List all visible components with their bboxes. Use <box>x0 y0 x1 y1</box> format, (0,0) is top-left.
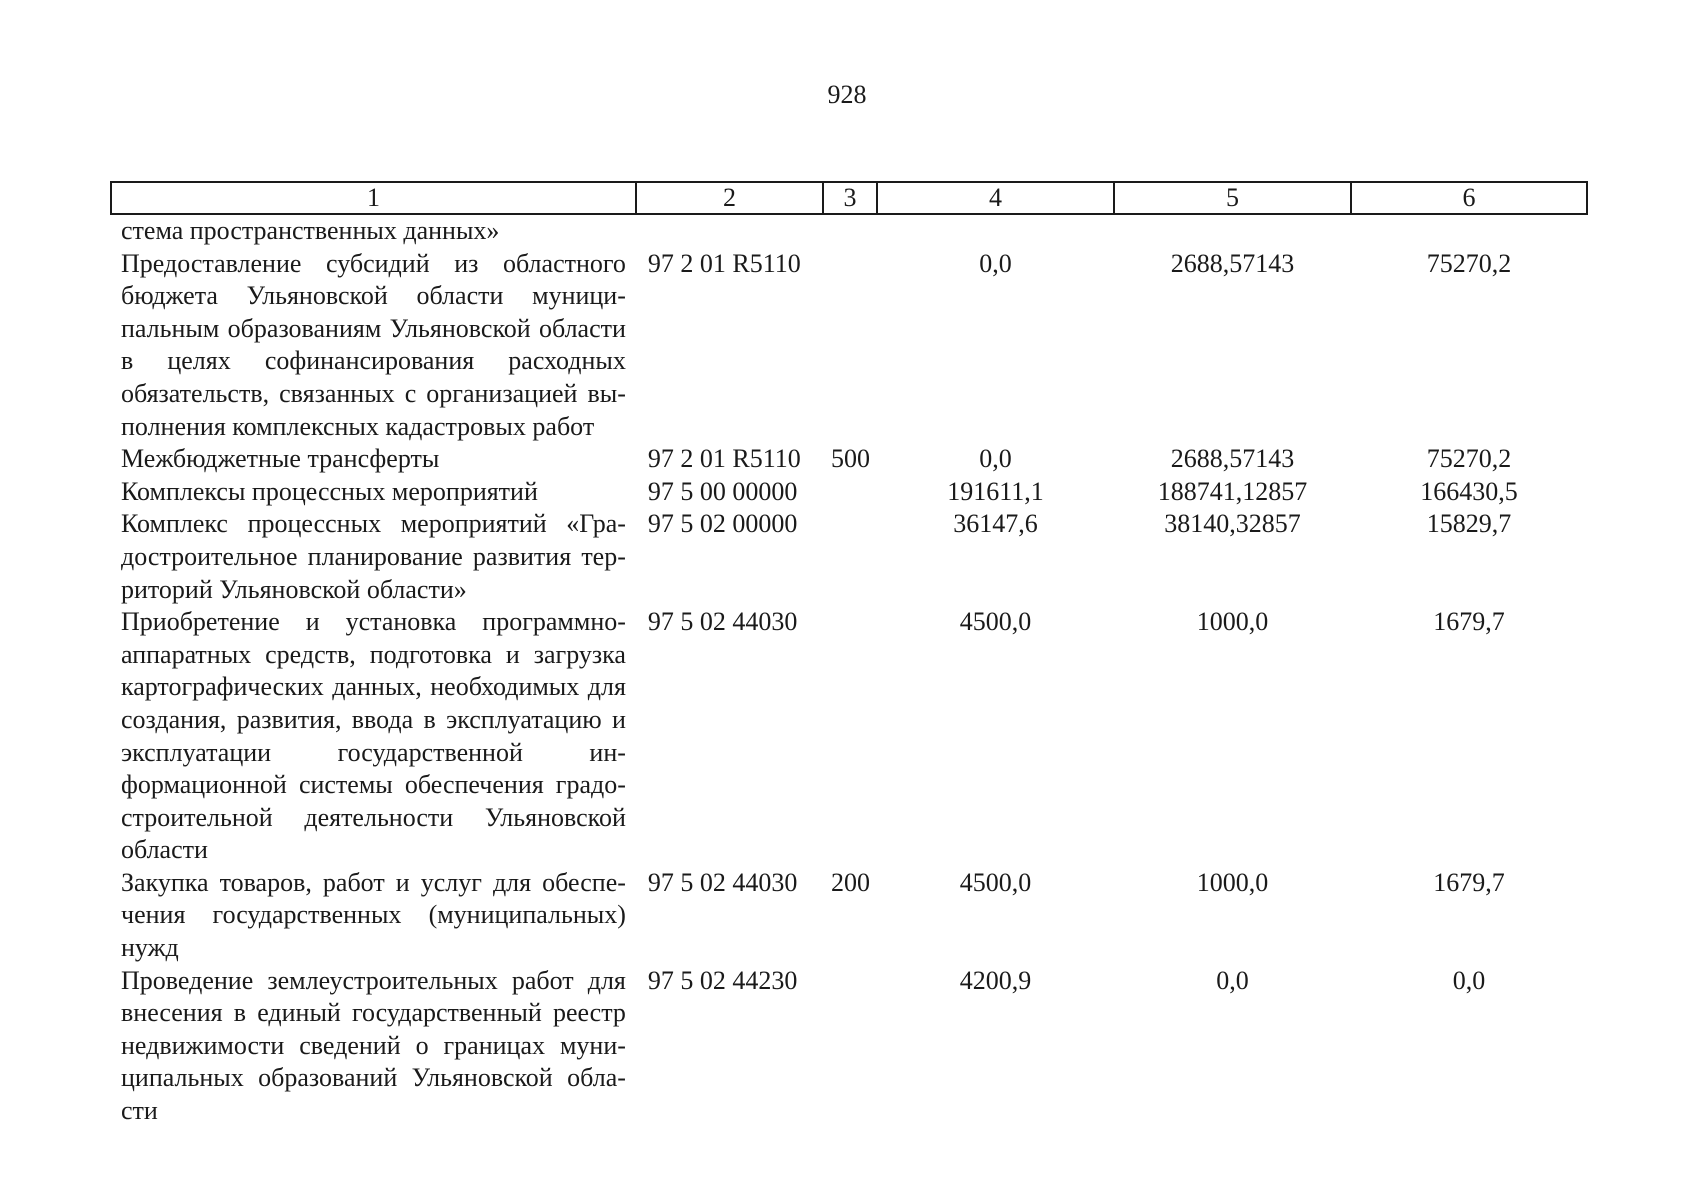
column-header-6: 6 <box>1351 182 1587 214</box>
row-subcode <box>823 965 877 1128</box>
table-header-row <box>111 182 1587 214</box>
table-row <box>111 214 1587 248</box>
row-value-4 <box>877 214 1114 248</box>
row-code: 97 2 01 R5110 <box>647 248 801 278</box>
row-code: 97 5 02 00000 <box>647 509 798 539</box>
row-value-4: 0,0 <box>979 248 1012 278</box>
row-value-4: 0,0 <box>979 444 1012 474</box>
row-subcode <box>823 606 877 867</box>
row-value-6: 75270,2 <box>1426 248 1512 278</box>
row-value-5 <box>1114 214 1351 248</box>
row-value-6 <box>1351 214 1587 248</box>
row-description: Закупка товаров, работ и услуг для обеспечения государственных (муниципальных) нужд <box>121 867 626 963</box>
row-description: Предоставление субсидий из областного бюджета Ульяновской области муниципальным образованиям Ульяновской области в целях софинансирования расходных обязательств, связанных с организацией выполнения комплексных кадастровых работ <box>121 248 626 441</box>
column-header-4: 4 <box>877 182 1114 214</box>
row-description: Комплекс процессных мероприятий «Градостроительное планирование развития территорий Ульяновской области» <box>121 509 626 604</box>
table-row <box>111 965 1587 1128</box>
row-value-5: 38140,32857 <box>1164 509 1301 539</box>
row-subcode: 500 <box>831 444 870 474</box>
row-code: 97 5 02 44030 <box>647 607 798 637</box>
row-description: Комплексы процессных мероприятий <box>121 476 538 506</box>
row-code: 97 5 02 44030 <box>647 867 798 897</box>
row-description: Приобретение и установка программно-аппаратных средств, подготовка и загрузка картографических данных, необходимых для создания, развития, ввода в эксплуатацию и эксплуатации государственной информационной системы обеспечения градостроительной деятельности Ульяновской области <box>121 607 626 865</box>
row-value-6: 15829,7 <box>1426 509 1512 539</box>
row-code: 97 2 01 R5110 <box>647 444 801 474</box>
row-code <box>636 214 823 248</box>
row-value-4: 4500,0 <box>959 607 1032 637</box>
row-value-6: 75270,2 <box>1426 444 1512 474</box>
row-subcode <box>823 214 877 248</box>
column-header-5: 5 <box>1114 182 1351 214</box>
row-value-4: 4200,9 <box>959 965 1032 995</box>
row-value-5: 1000,0 <box>1196 607 1269 637</box>
row-value-4: 191611,1 <box>947 476 1044 506</box>
row-description: стема пространственных данных» <box>121 216 500 245</box>
row-value-6: 166430,5 <box>1420 476 1518 506</box>
row-code: 97 5 00 00000 <box>647 476 798 506</box>
row-subcode <box>823 248 877 444</box>
table-row <box>111 248 1587 444</box>
row-value-5: 2688,57143 <box>1170 248 1295 278</box>
row-value-5: 2688,57143 <box>1170 444 1295 474</box>
table-row <box>111 508 1587 606</box>
row-value-5: 188741,12857 <box>1157 476 1308 506</box>
column-header-3: 3 <box>823 182 877 214</box>
column-header-2: 2 <box>636 182 823 214</box>
row-subcode <box>823 476 877 509</box>
table-row <box>111 443 1587 476</box>
column-header-1: 1 <box>111 182 636 214</box>
row-value-4: 36147,6 <box>953 509 1038 539</box>
row-value-4: 4500,0 <box>959 867 1032 897</box>
row-value-5: 0,0 <box>1216 965 1249 995</box>
row-value-6: 0,0 <box>1452 965 1486 995</box>
row-code: 97 5 02 44230 <box>647 965 798 995</box>
row-description: Проведение землеустроительных работ для внесения в единый государственный реестр недвижимости сведений о границах муниципальных образований Ульяновской области <box>121 965 626 1126</box>
table-row <box>111 867 1587 965</box>
row-value-6: 1679,7 <box>1433 607 1505 637</box>
row-description: Межбюджетные трансферты <box>121 444 440 474</box>
row-value-6: 1679,7 <box>1433 867 1505 897</box>
page-number: 928 <box>827 80 867 109</box>
row-subcode: 200 <box>831 867 870 897</box>
row-subcode <box>823 508 877 606</box>
row-value-5: 1000,0 <box>1196 867 1269 897</box>
table-row <box>111 476 1587 509</box>
table-row <box>111 606 1587 867</box>
budget-table <box>110 181 1588 1128</box>
